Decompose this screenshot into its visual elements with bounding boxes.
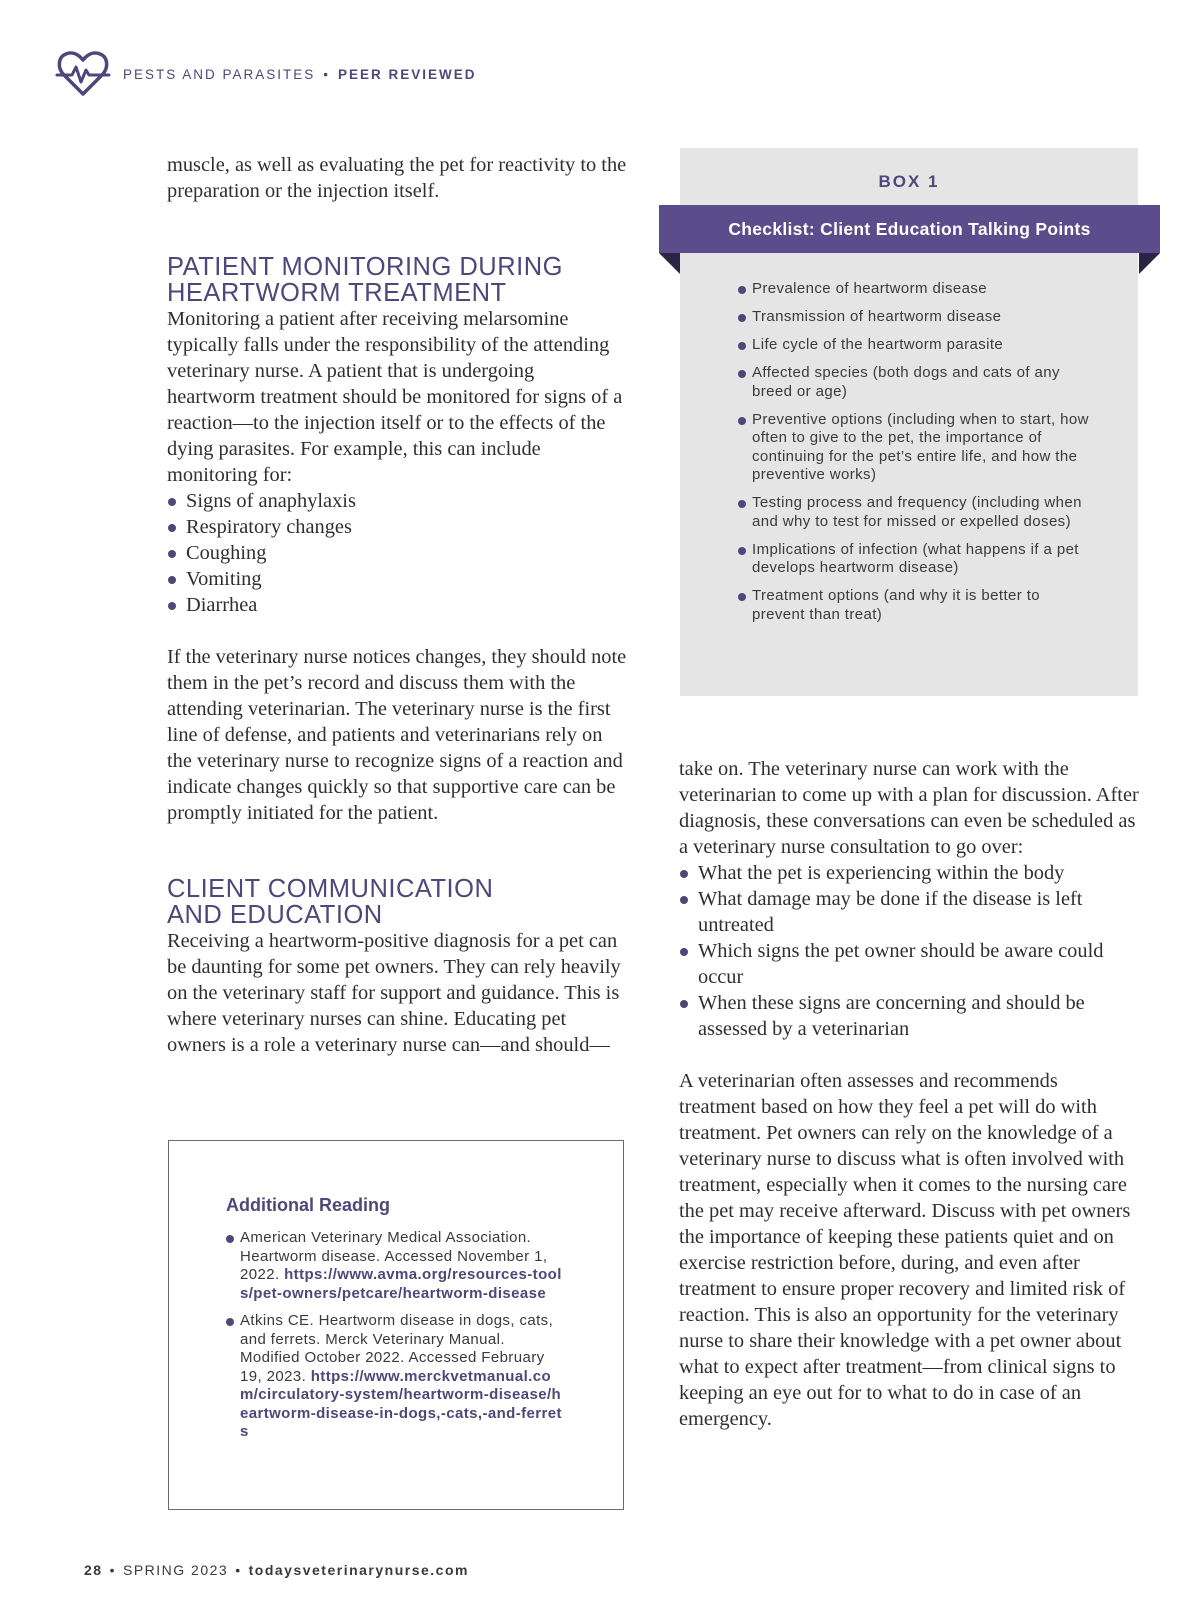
closing-paragraph: A veterinarian often assesses and recommends treatment based on how they feel a pet will do with treatment. Pet owners can rely on the knowledge of a veterinary nurse to discuss what is often involved with treatment, especially when it comes to the nursing care the pet may receive afterward. Discuss with pet owners the importance of keeping these patients quiet and on exercise restriction before, during, and even after treatment to ensure proper recovery and limited risk of reaction. This is also an opportunity for the veterinary nurse to share their knowledge with a pet owner about what to expect after treatment—from clinical signs to keeping an eye out for to what to do in case of an emergency.: [679, 1070, 1131, 1430]
list-item: What damage may be done if the disease is left untreated: [679, 886, 1139, 938]
monitoring-heading-line1: PATIENT MONITORING DURING: [167, 253, 563, 281]
checklist-item: Preventive options (including when to start, how often to give to the pet, the importance of continuing for the pet’s entire life, and how the preventive works): [737, 411, 1092, 485]
reference-text: Atkins CE. Heartworm disease in dogs, cats, and ferrets. Merck Veterinary Manual. Modified October 2022. Accessed February 19, 2023.: [240, 1312, 554, 1385]
list-item: What the pet is experiencing within the body: [679, 860, 1139, 886]
reference-item: [226, 1312, 566, 1442]
checklist-item: Affected species (both dogs and cats of any breed or age): [737, 364, 1092, 401]
checklist-item: Implications of infection (what happens if a pet develops heartworm disease): [737, 541, 1092, 578]
running-header: [55, 48, 477, 100]
right-column: [679, 756, 1139, 1432]
site-link[interactable]: todaysveterinarynurse.com: [248, 1562, 469, 1578]
monitoring-heading: [167, 254, 627, 306]
list-item: When these signs are concerning and should be assessed by a veterinarian: [679, 990, 1139, 1042]
box-label: BOX 1: [878, 172, 940, 191]
client-paragraph: Receiving a heartworm-positive diagnosis for a pet can be daunting for some pet owners. They can rely heavily on the veterinary staff for support and guidance. This is where veterinary nurses can shine. Educating pet owners is a role a veterinary nurse can—and should—: [167, 930, 621, 1056]
additional-reading-box: [168, 1140, 624, 1510]
page-footer: [84, 1562, 469, 1578]
list-item: Vomiting: [167, 566, 627, 592]
checklist-item: Treatment options (and why it is better to prevent than treat): [737, 587, 1092, 624]
reference-item: [226, 1229, 566, 1303]
client-heading-line2: AND EDUCATION: [167, 901, 383, 929]
monitoring-paragraph: Monitoring a patient after receiving melarsomine typically falls under the responsibility of the attending veterinary nurse. A patient that is undergoing heartworm treatment should be monitored for signs of a reaction—to the injection itself or to the effects of the dying parasites. For example, this can include monitoring for:: [167, 308, 623, 486]
box-title: Checklist: Client Education Talking Points: [728, 218, 1091, 239]
list-item: Diarrhea: [167, 592, 627, 618]
client-heading-line1: CLIENT COMMUNICATION: [167, 875, 494, 903]
list-item: Respiratory changes: [167, 514, 627, 540]
page-number: 28: [84, 1562, 103, 1578]
checklist-item: Prevalence of heartworm disease: [737, 280, 1092, 299]
checklist-item: Testing process and frequency (including when and why to test for missed or expelled doses): [737, 494, 1092, 531]
continuation-paragraph: take on. The veterinary nurse can work with the veterinarian to come up with a plan for discussion. After diagnosis, these conversations can even be scheduled as a veterinary nurse consultation to go over:: [679, 758, 1139, 858]
reference-link[interactable]: https://www.merckvetmanual.com/circulatory-system/heartworm-disease/heartworm-disease-in-dogs,-cats,-and-ferrets: [240, 1367, 562, 1440]
issue-label: SPRING 2023: [122, 1562, 229, 1578]
intro-paragraph: muscle, as well as evaluating the pet for reactivity to the preparation or the injection itself.: [167, 154, 627, 202]
kicker-separator: •: [323, 66, 331, 82]
reading-title: Additional Reading: [226, 1195, 390, 1215]
list-item: Which signs the pet owner should be aware could occur: [679, 938, 1139, 990]
section-name: PESTS AND PARASITES: [123, 66, 316, 82]
reference-list: [226, 1229, 566, 1451]
monitoring-heading-line2: HEARTWORM TREATMENT: [167, 279, 507, 307]
footer-separator: •: [235, 1562, 242, 1578]
list-item: Coughing: [167, 540, 627, 566]
monitoring-list: [167, 488, 627, 618]
checklist: [737, 280, 1092, 634]
consult-list: [679, 860, 1139, 1042]
banner-fold-right: [1139, 253, 1160, 274]
left-column: [167, 152, 627, 1058]
checklist-item: Life cycle of the heartworm parasite: [737, 336, 1092, 355]
heart-pulse-icon: [55, 48, 111, 100]
client-heading: [167, 876, 627, 928]
banner-fold-left: [659, 253, 680, 274]
checklist-item: Transmission of heartworm disease: [737, 308, 1092, 327]
peer-reviewed-tag: PEER REVIEWED: [338, 66, 477, 82]
changes-paragraph: If the veterinary nurse notices changes, they should note them in the pet’s record and discuss them with the attending veterinarian. The veterinary nurse is the first line of defense, and patients and veterinarians rely on the veterinary nurse to recognize signs of a reaction and indicate changes quickly so that supportive care can be promptly initiated for the patient.: [167, 646, 627, 824]
box-title-banner: [659, 205, 1160, 253]
list-item: Signs of anaphylaxis: [167, 488, 627, 514]
reference-text: American Veterinary Medical Association. Heartworm disease. Accessed November 1, 2022.: [240, 1229, 548, 1283]
footer-separator: •: [109, 1562, 116, 1578]
section-kicker: [123, 67, 477, 82]
reference-link[interactable]: https://www.avma.org/resources-tools/pet-owners/petcare/heartworm-disease: [240, 1266, 562, 1302]
